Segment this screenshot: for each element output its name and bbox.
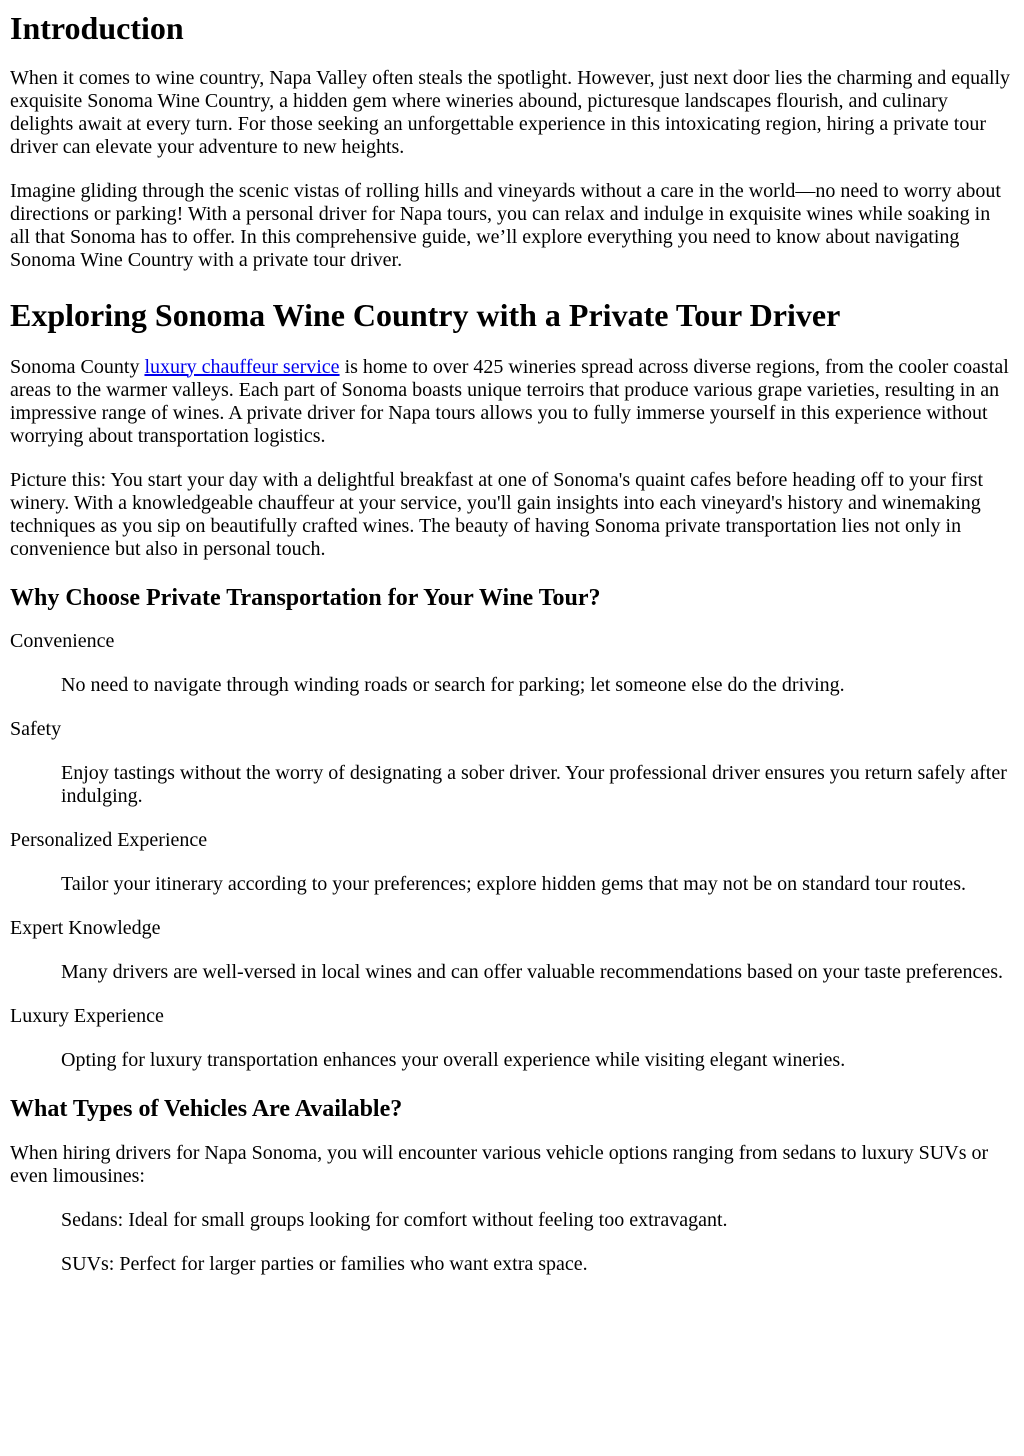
exploring-heading: Exploring Sonoma Wine Country with a Private Tour Driver: [10, 296, 841, 333]
why-desc-luxury: Opting for luxury transportation enhances your overall experience while visiting elegant wineries.: [61, 1049, 846, 1072]
vehicle-item-sedans: Sedans: Ideal for small groups looking for comfort without feeling too extravagant.: [61, 1208, 728, 1231]
why-list: [10, 630, 1014, 1072]
why-desc-safety: Enjoy tastings without the worry of designating a sober driver. Your professional driver ensures you return safely after indulging.: [61, 762, 1007, 808]
why-term-personalized: Personalized Experience: [10, 829, 208, 852]
why-term-expert: Expert Knowledge: [10, 917, 161, 940]
why-term-safety: Safety: [10, 718, 62, 741]
why-desc-expert: Many drivers are well-versed in local wines and can offer valuable recommendations based on your taste preferences.: [61, 961, 1004, 984]
vehicles-intro: When hiring drivers for Napa Sonoma, you will encounter various vehicle options ranging from sedans to luxury SUVs or even limousines:: [10, 1141, 989, 1187]
why-desc-convenience: No need to navigate through winding roads or search for parking; let someone else do the driving.: [61, 674, 845, 697]
why-desc-personalized: Tailor your itinerary according to your preferences; explore hidden gems that may not be on standard tour routes.: [61, 873, 966, 896]
vehicles-heading: What Types of Vehicles Are Available?: [10, 1096, 403, 1123]
luxury-chauffeur-service-link[interactable]: luxury chauffeur service: [144, 355, 340, 378]
why-term-convenience: Convenience: [10, 630, 115, 653]
why-term-luxury: Luxury Experience: [10, 1005, 164, 1028]
exploring-p1-before: Sonoma County: [10, 355, 145, 378]
intro-paragraph-1: When it comes to wine country, Napa Valley often steals the spotlight. However, just next door lies the charming and equally exquisite Sonoma Wine Country, a hidden gem where wineries abound, picturesque landscapes flourish, and culinary delights await at every turn. For those seeking an unforgettable experience in this intoxicating region, hiring a private tour driver can elevate your adventure to new heights.: [10, 66, 1011, 158]
vehicle-item-suvs: SUVs: Perfect for larger parties or families who want extra space.: [61, 1252, 588, 1275]
exploring-p1-after: is home to over 425 wineries spread across diverse regions, from the cooler coastal areas to the warmer valleys. Each part of Sonoma boasts unique terroirs that produce various grape varieties, resulting in an impressive range of wines. A private driver for Napa tours allows you to fully immerse yourself in this experience without worrying about transportation logistics.: [10, 355, 1009, 447]
exploring-paragraph-1: [10, 356, 1014, 448]
exploring-paragraph-2: Picture this: You start your day with a delightful breakfast at one of Sonoma's quaint cafes before heading off to your first winery. With a knowledgeable chauffeur at your service, you'll gain insights into each vineyard's history and winemaking techniques as you sip on beautifully crafted wines. The beauty of having Sonoma private transportation lies not only in convenience but also in personal touch.: [10, 468, 984, 560]
why-heading: Why Choose Private Transportation for Your Wine Tour?: [10, 584, 601, 611]
intro-heading: Introduction: [10, 10, 184, 46]
intro-paragraph-2: Imagine gliding through the scenic vistas of rolling hills and vineyards without a care in the world—no need to worry about directions or parking! With a personal driver for Napa tours, you can relax and indulge in exquisite wines while soaking in all that Sonoma has to offer. In this comprehensive guide, we’ll explore everything you need to know about navigating Sonoma Wine Country with a private tour driver.: [10, 179, 1001, 271]
article: [0, 10, 1024, 1276]
